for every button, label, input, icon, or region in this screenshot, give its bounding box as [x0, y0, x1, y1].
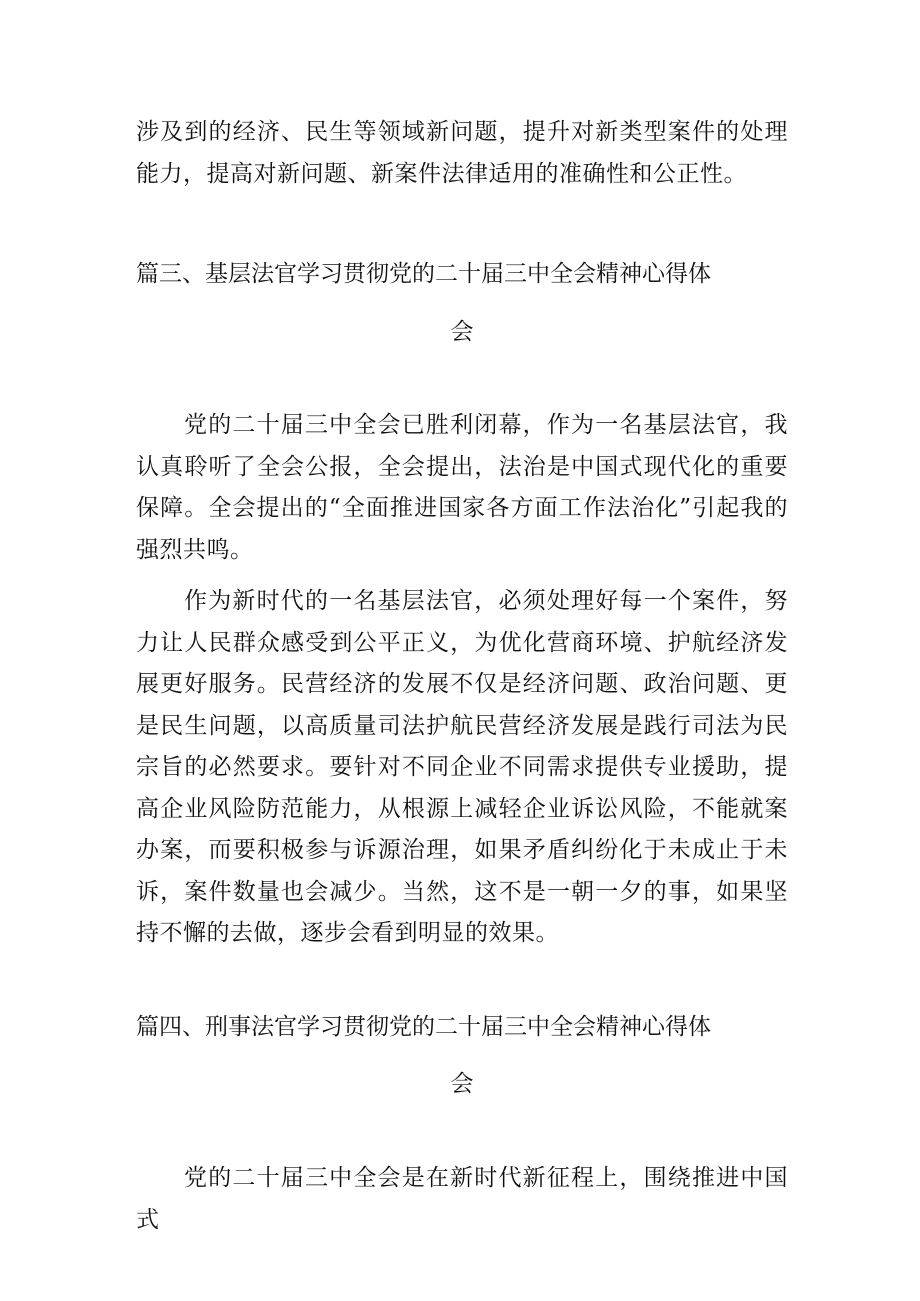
section3-title-line2: 会	[450, 319, 474, 345]
section3-title-line1: 篇三、基层法官学习贯彻党的二十届三中全会精神心得体	[136, 261, 711, 287]
section4-title-line2: 会	[450, 1071, 474, 1097]
section3-paragraph-1: 党的二十届三中全会已胜利闭幕，作为一名基层法官，我认真聆听了全会公报，全会提出，法治是中国式现代化的重要保障。全会提出的“全面推进国家各方面工作法治化”引起我的强烈共鸣。	[136, 412, 788, 563]
section4-paragraph-1: 党的二十届三中全会是在新时代新征程上，围绕推进中国式	[136, 1165, 788, 1233]
section4-title-line1: 篇四、刑事法官学习贯彻党的二十届三中全会精神心得体	[136, 1014, 711, 1040]
opening-fragment-paragraph: 涉及到的经济、民生等领域新问题，提升对新类型案件的处理能力，提高对新问题、新案件法律适用的准确性和公正性。	[136, 119, 788, 187]
section3-paragraph-2: 作为新时代的一名基层法官，必须处理好每一个案件，努力让人民群众感受到公平正义，为优化营商环境、护航经济发展更好服务。民营经济的发展不仅是经济问题、政治问题、更是民生问题，以高质量司法护航民营经济发展是践行司法为民宗旨的必然要求。要针对不同企业不同需求提供专业援助，提高企业风险防范能力，从根源上减轻企业诉讼风险，不能就案办案，而要积极参与诉源治理，如果矛盾纠纷化于未成止于未诉，案件数量也会减少。当然，这不是一朝一夕的事，如果坚持不懈的去做，逐步会看到明显的效果。	[136, 588, 788, 946]
